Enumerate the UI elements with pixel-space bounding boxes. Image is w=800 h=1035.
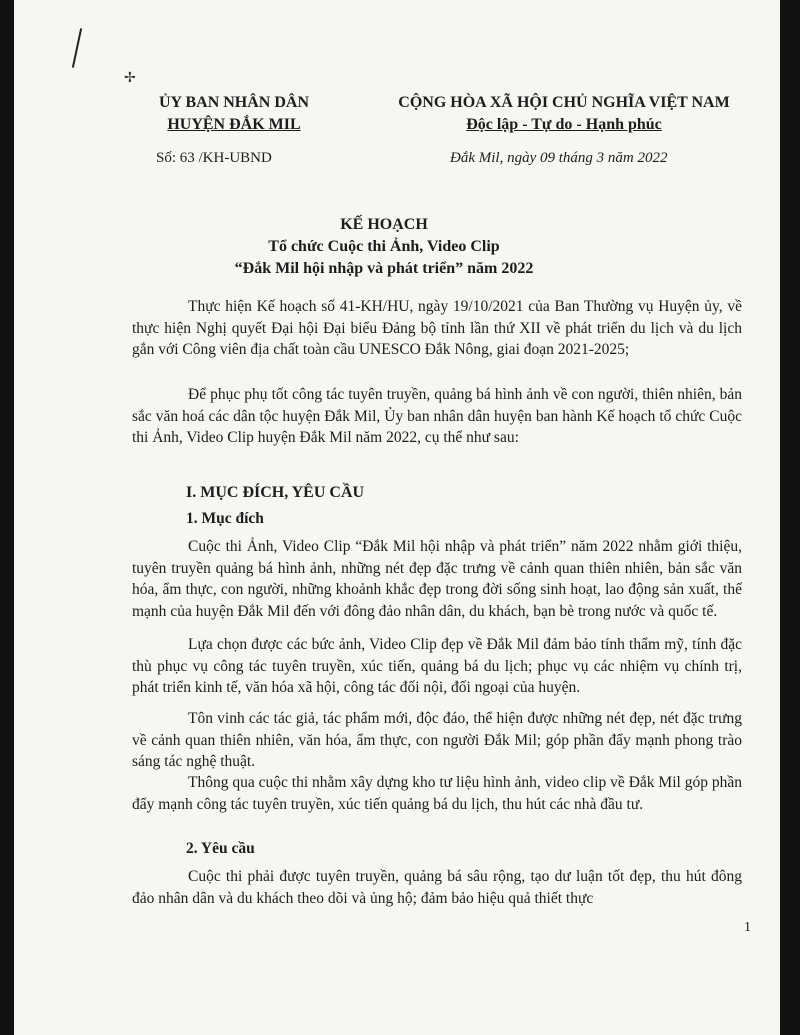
purpose-paragraph-1: Cuộc thi Ảnh, Video Clip “Đắk Mil hội nhập và phát triển” năm 2022 nhằm giới thiệu, tuyên truyền quảng bá hình ảnh, những nét đẹp đặc trưng về cảnh quan thiên nhiên, bản sắc văn hóa, ẩm thực, con người, những khoảnh khắc đẹp trong đời sống sinh hoạt, lao động sản xuất, thế mạnh của huyện Đắk Mil đến với đông đảo nhân dân, du khách, bạn bè trong nước và quốc tế.: [132, 538, 742, 620]
title-line2: Tổ chức Cuộc thi Ảnh, Video Clip: [268, 238, 500, 255]
issuer-header: [134, 92, 334, 136]
issuer-line2: HUYỆN ĐẮK MIL: [167, 116, 301, 133]
pen-mark: [72, 28, 82, 68]
page-number: 1: [744, 920, 751, 935]
document-page: [14, 0, 780, 1035]
scan-border-right: [780, 0, 800, 1035]
issuer-line1: ỦY BAN NHÂN DÂN: [158, 94, 310, 111]
subsection-purpose: 1. Mục đích: [186, 510, 264, 527]
subsection-requirements: 2. Yêu cầu: [186, 840, 255, 857]
doc-number: Số: 63 /KH-UBND: [156, 150, 272, 166]
scan-speck: ✢: [124, 71, 136, 86]
national-header: [394, 92, 734, 136]
document-title: [114, 214, 654, 280]
title-line3: “Đắk Mil hội nhập và phát triển” năm 2022: [234, 260, 534, 277]
purpose-paragraph-4: Thông qua cuộc thi nhằm xây dựng kho tư liệu hình ảnh, video clip về Đắk Mil góp phần đẩy mạnh công tác tuyên truyền, xúc tiến quảng bá du lịch, thu hút các nhà đầu tư.: [132, 774, 742, 813]
national-title: CỘNG HÒA XÃ HỘI CHỦ NGHĨA VIỆT NAM: [398, 94, 730, 111]
section-heading: I. MỤC ĐÍCH, YÊU CẦU: [186, 484, 365, 501]
title-line1: KẾ HOẠCH: [340, 216, 428, 233]
scan-border-left: [0, 0, 14, 1035]
requirements-paragraph-1: Cuộc thi phải được tuyên truyền, quảng bá sâu rộng, tạo dư luận tốt đẹp, thu hút đông đảo nhân dân và du khách theo dõi và ủng hộ; đảm bảo hiệu quả thiết thực: [132, 868, 742, 907]
purpose-paragraph-2: Lựa chọn được các bức ảnh, Video Clip đẹp về Đắk Mil đảm bảo tính thẩm mỹ, tính đặc thù phục vụ công tác tuyên truyền, xúc tiến, quảng bá du lịch; phục vụ các nhiệm vụ chính trị, phát triển kinh tế, văn hóa xã hội, công tác đối nội, đối ngoại của huyện.: [132, 636, 742, 696]
national-motto: Độc lập - Tự do - Hạnh phúc: [466, 116, 662, 133]
intro-paragraph-1: Thực hiện Kế hoạch số 41-KH/HU, ngày 19/10/2021 của Ban Thường vụ Huyện ủy, về thực hiện Nghị quyết Đại hội Đại biểu Đảng bộ tỉnh lần thứ XII về phát triển du lịch và du lịch gắn với Công viên địa chất toàn cầu UNESCO Đắk Nông, giai đoạn 2021-2025;: [132, 298, 742, 358]
doc-date: Đắk Mil, ngày 09 tháng 3 năm 2022: [450, 150, 668, 166]
purpose-paragraph-3: Tôn vinh các tác giả, tác phẩm mới, độc đáo, thể hiện được những nét đẹp, nét đặc trưng về cảnh quan thiên nhiên, văn hóa, ẩm thực, con người Đắk Mil; góp phần đẩy mạnh phong trào sáng tác nghệ thuật.: [132, 710, 742, 770]
intro-paragraph-2: Để phục phụ tốt công tác tuyên truyền, quảng bá hình ảnh về con người, thiên nhiên, bản sắc văn hoá các dân tộc huyện Đắk Mil, Ủy ban nhân dân huyện ban hành Kế hoạch tổ chức Cuộc thi Ảnh, Video Clip huyện Đắk Mil năm 2022, cụ thể như sau:: [132, 386, 742, 446]
